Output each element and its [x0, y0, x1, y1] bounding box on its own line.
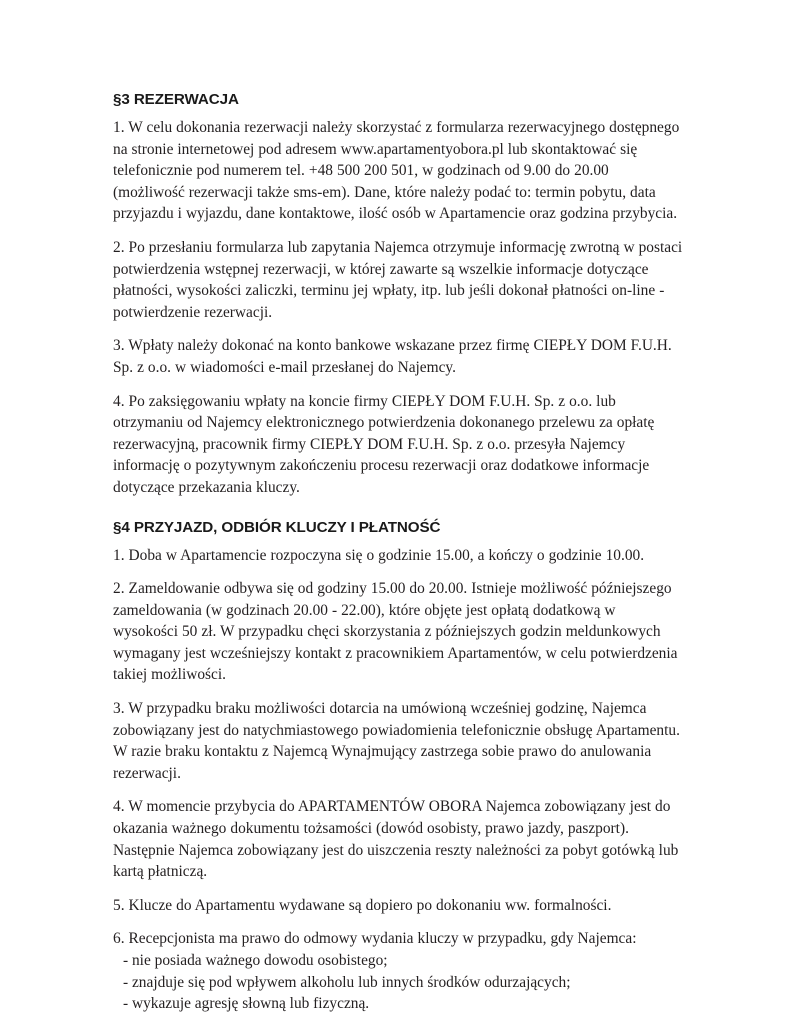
paragraph: 4. Po zaksięgowaniu wpłaty na koncie firmy CIEPŁY DOM F.U.H. Sp. z o.o. lub otrzymaniu od Najemcy elektronicznego potwierdzenia dokonanego przelewu za opłatę rezerwacyjną, pracownik firmy CIEPŁY DOM F.U.H. Sp. z o.o. przesyła Najemcy informację o pozytywnym zakończeniu procesu rezerwacji oraz dodatkowe informacje dotyczące przekazania kluczy.: [113, 392, 655, 496]
paragraph: 1. W celu dokonania rezerwacji należy skorzystać z formularza rezerwacyjnego dostępnego na stronie internetowej pod adresem www.apartamentyobora.pl lub skontaktować się telefonicznie pod numerem tel. +48 500 200 501, w godzinach od 9.00 do 20.00 (możliwość rezerwacji także sms-em). Dane, które należy podać to: termin pobytu, data przyjazdu i wyjazdu, dane kontaktowe, ilość osób w Apartamencie oraz godzina przybycia.: [113, 119, 680, 223]
document-content: [113, 90, 683, 1015]
paragraph: 6. Recepcjonista ma prawo do odmowy wydania kluczy w przypadku, gdy Najemca:: [113, 930, 637, 948]
paragraph: 3. Wpłaty należy dokonać na konto bankowe wskazane przez firmę CIEPŁY DOM F.U.H. Sp. z o.o. w wiadomości e-mail przesłanej do Najemcy.: [113, 337, 672, 376]
section-heading-rezerwacja: §3 REZERWACJA: [113, 91, 239, 108]
paragraph: 2. Zameldowanie odbywa się od godziny 15.00 do 20.00. Istnieje możliwość późniejszego zameldowania (w godzinach 20.00 - 22.00), które objęte jest opłatą dodatkową w wysokości 50 zł. W przypadku chęci skorzystania z późniejszych godzin meldunkowych wymagany jest wcześniejszy kontakt z pracownikiem Apartamentów, w celu potwierdzenia takiej możliwości.: [113, 580, 678, 684]
paragraph: 2. Po przesłaniu formularza lub zapytania Najemca otrzymuje informację zwrotną w postaci potwierdzenia wstępnej rezerwacji, w której zawarte są wszelkie informacje dotyczące płatności, wysokości zaliczki, terminu jej wpłaty, itp. lub jeśli dokonał płatności on-line - potwierdzenie rezerwacji.: [113, 238, 683, 321]
section-heading-przyjazd-odbior-kluczy-i-platnosc: §4 PRZYJAZD, ODBIÓR KLUCZY I PŁATNOŚĆ: [113, 518, 441, 536]
paragraph: 5. Klucze do Apartamentu wydawane są dopiero po dokonaniu ww. formalności.: [113, 896, 612, 914]
paragraph: 4. W momencie przybycia do APARTAMENTÓW OBORA Najemca zobowiązany jest do okazania ważnego dokumentu tożsamości (dowód osobisty, prawo jazdy, paszport). Następnie Najemca zobowiązany jest do uiszczenia reszty należności za pobyt gotówką lub kartą płatniczą.: [113, 798, 679, 881]
paragraph: 1. Doba w Apartamencie rozpoczyna się o godzinie 15.00, a kończy o godzinie 10.00.: [113, 546, 645, 564]
refusal-conditions-list: [113, 950, 683, 1015]
paragraph: 3. W przypadku braku możliwości dotarcia na umówioną wcześniej godzinę, Najemca zobowiązany jest do natychmiastowego powiadomienia telefonicznie obsługę Apartamentu. W razie braku kontaktu z Najemcą Wynajmujący zastrzega sobie prawo do anulowania rezerwacji.: [113, 700, 680, 782]
list-item: - znajduje się pod wpływem alkoholu lub innych środków odurzających;: [123, 973, 571, 991]
list-item: - wykazuje agresję słowną lub fizyczną.: [123, 995, 370, 1013]
list-item: - nie posiada ważnego dowodu osobistego;: [123, 952, 388, 969]
